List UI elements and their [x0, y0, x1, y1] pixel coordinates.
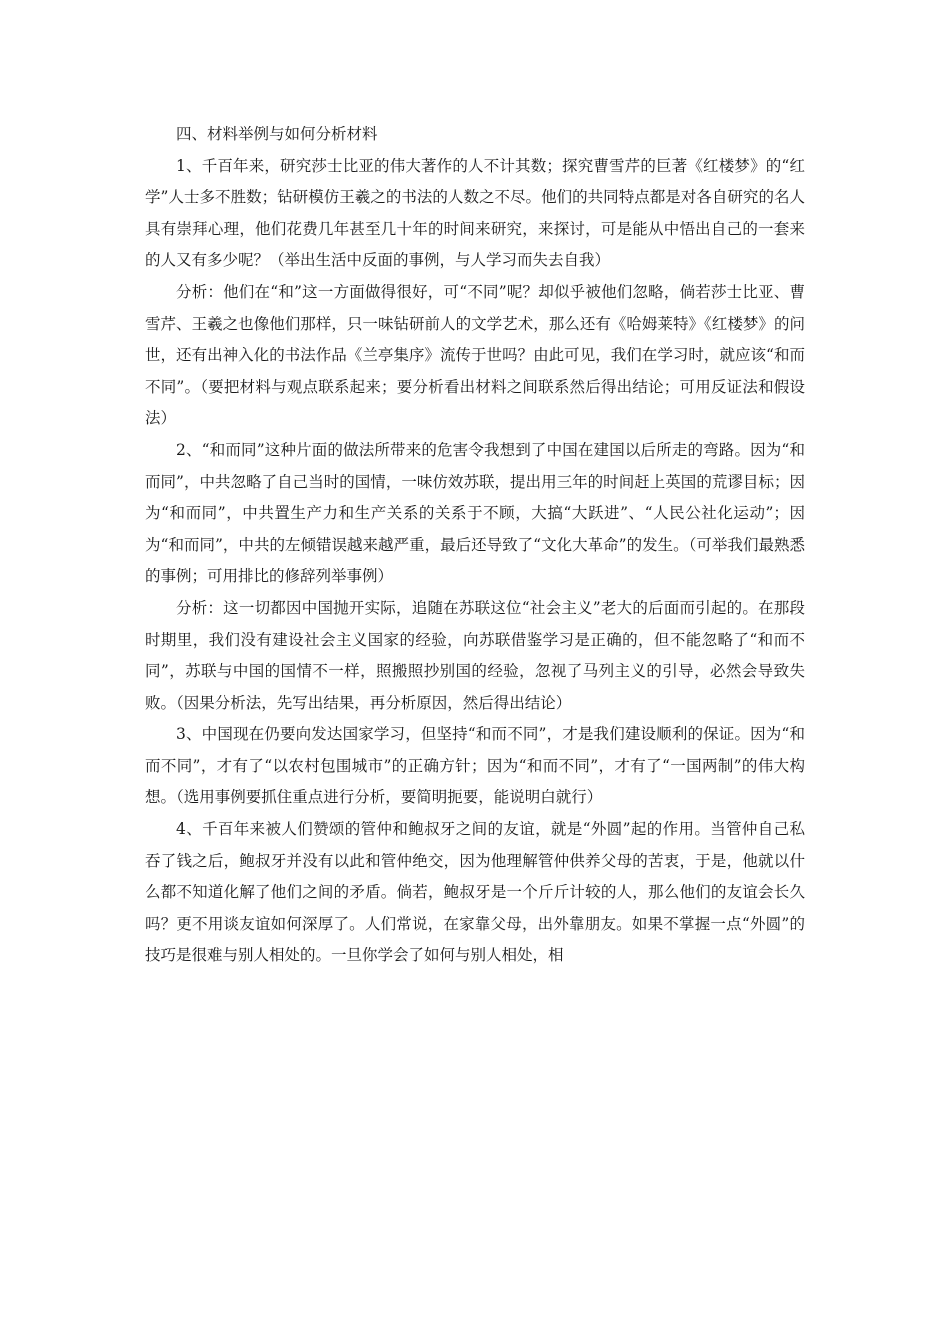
- paragraph-example-2: 2、“和而同”这种片面的做法所带来的危害令我想到了中国在建国以后所走的弯路。因为“和而同”，中共忽略了自己当时的国情，一味仿效苏联，提出用三年的时间赶上英国的荒谬目标；因为“和而同”，中共置生产力和生产关系的关系于不顾，大搞“大跃进”、“人民公社化运动”；因为“和而同”，中共的左倾错误越来越严重，最后还导致了“文化大革命”的发生。（可举我们最熟悉的事例；可用排比的修辞列举事例）: [145, 440, 805, 586]
- paragraph-example-3: 3、中国现在仍要向发达国家学习，但坚持“和而不同”，才是我们建设顺利的保证。因为“和而不同”，才有了“以农村包围城市”的正确方针；因为“和而不同”，才有了“一国两制”的伟大构想。（选用事例要抓住重点进行分析，要简明扼要，能说明白就行）: [145, 725, 805, 807]
- paragraph-analysis-1: 分析：他们在“和”这一方面做得很好，可“不同”呢？却似乎被他们忽略，倘若莎士比亚、曹雪芹、王羲之也像他们那样，只一味钻研前人的文学艺术，那么还有《哈姆莱特》《红楼梦》的问世，还有出神入化的书法作品《兰亭集序》流传于世吗？由此可见，我们在学习时，就应该“和而不同”。（要把材料与观点联系起来；要分析看出材料之间联系然后得出结论；可用反证法和假设法）: [145, 282, 805, 428]
- paragraph-analysis-2: 分析：这一切都因中国抛开实际，追随在苏联这位“社会主义”老大的后面而引起的。在那段时期里，我们没有建设社会主义国家的经验，向苏联借鉴学习是正确的，但不能忽略了“和而不同”，苏联与中国的国情不一样，照搬照抄别国的经验，忽视了马列主义的引导，必然会导致失败。（因果分析法，先写出结果，再分析原因，然后得出结论）: [145, 598, 805, 712]
- paragraph-example-1: 1、千百年来，研究莎士比亚的伟大著作的人不计其数；探究曹雪芹的巨著《红楼梦》的“红学”人士多不胜数；钻研模仿王羲之的书法的人数之不尽。他们的共同特点都是对各自研究的名人具有崇拜心理，他们花费几年甚至几十年的时间来研究，来探讨，可是能从中悟出自己的一套来的人又有多少呢？（举出生活中反面的事例，与人学习而失去自我）: [145, 156, 805, 270]
- document-body: [145, 119, 805, 972]
- paragraph-example-4: 4、千百年来被人们赞颂的管仲和鲍叔牙之间的友谊，就是“外圆”起的作用。当管仲自己私吞了钱之后，鲍叔牙并没有以此和管仲绝交，因为他理解管仲供养父母的苦衷，于是，他就以什么都不知道化解了他们之间的矛盾。倘若，鲍叔牙是一个斤斤计较的人，那么他们的友谊会长久吗？更不用谈友谊如何深厚了。人们常说，在家靠父母，出外靠朋友。如果不掌握一点“外圆”的技巧是很难与别人相处的。一旦你学会了如何与别人相处，相: [145, 820, 805, 965]
- section-heading: 四、材料举例与如何分析材料: [176, 125, 378, 143]
